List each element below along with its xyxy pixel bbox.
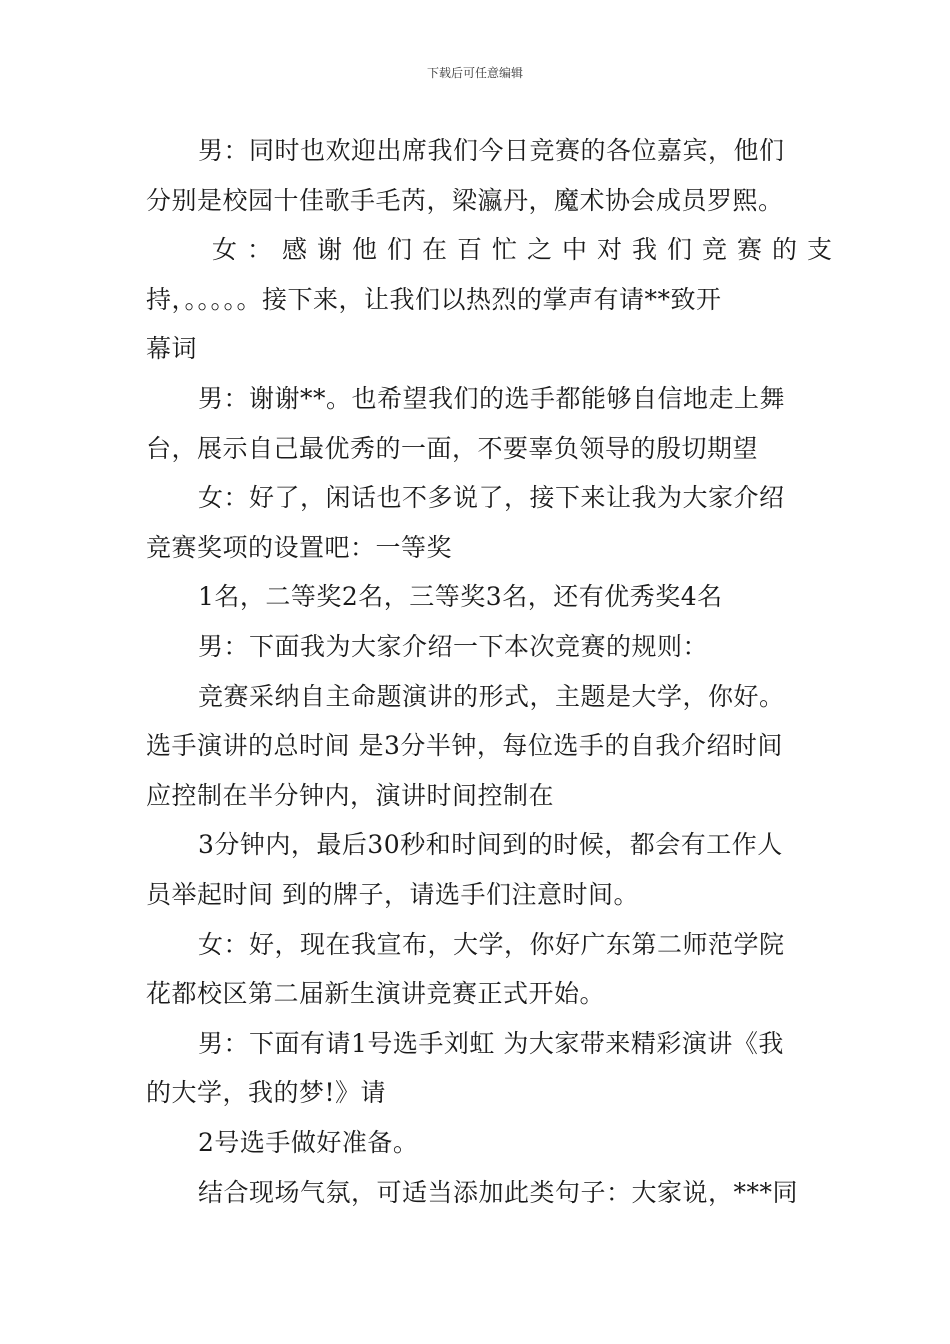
text-line: 男：谢谢**。也希望我们的选手都能够自信地走上舞 (198, 384, 786, 413)
text-line: 应控制在半分钟内，演讲时间控制在 (146, 781, 555, 810)
text-line: 3分钟内，最后30秒和时间到的时候，都会有工作人 (198, 830, 783, 859)
text-line: 男：下面有请1号选手刘虹 为大家带来精彩演讲《我 (198, 1029, 784, 1058)
text-line: 男：同时也欢迎出席我们今日竞赛的各位嘉宾，他们 (198, 136, 785, 165)
text-line: 员举起时间 到的牌子，请选手们注意时间。 (146, 880, 639, 909)
text-line: 持，。。。。。接下来，让我们以热烈的掌声有请**致开 (146, 285, 722, 314)
page-header-note: 下载后可任意编辑 (426, 66, 523, 80)
text-line: 花都校区第二届新生演讲竞赛正式开始。 (146, 979, 606, 1008)
text-line: 结合现场气氛，可适当添加此类句子：大家说，***同 (198, 1178, 799, 1207)
text-line: 女：感谢他们在百忙之中对我们竞赛的支 (212, 235, 843, 264)
text-line: 台，展示自己最优秀的一面，不要辜负领导的殷切期望 (146, 434, 759, 463)
text-line: 男：下面我为大家介绍一下本次竞赛的规则： (198, 632, 709, 661)
text-line: 女：好，现在我宣布，大学，你好广东第二师范学院 (198, 930, 785, 959)
text-line: 竞赛采纳自主命题演讲的形式，主题是大学，你好。 (198, 682, 785, 711)
text-line: 的大学，我的梦!》请 (146, 1078, 387, 1107)
text-line: 女：好了，闲话也不多说了，接下来让我为大家介绍 (198, 483, 785, 512)
text-line: 选手演讲的总时间 是3分半钟，每位选手的自我介绍时间 (146, 731, 783, 760)
text-line: 2号选手做好准备。 (198, 1128, 419, 1157)
text-line: 分别是校园十佳歌手毛芮，梁瀛丹，魔术协会成员罗熙。 (146, 186, 784, 215)
text-line: 1名，二等奖2名，三等奖3名，还有优秀奖4名 (198, 582, 723, 611)
text-line: 竞赛奖项的设置吧：一等奖 (146, 533, 453, 562)
text-line: 幕词 (146, 334, 198, 363)
